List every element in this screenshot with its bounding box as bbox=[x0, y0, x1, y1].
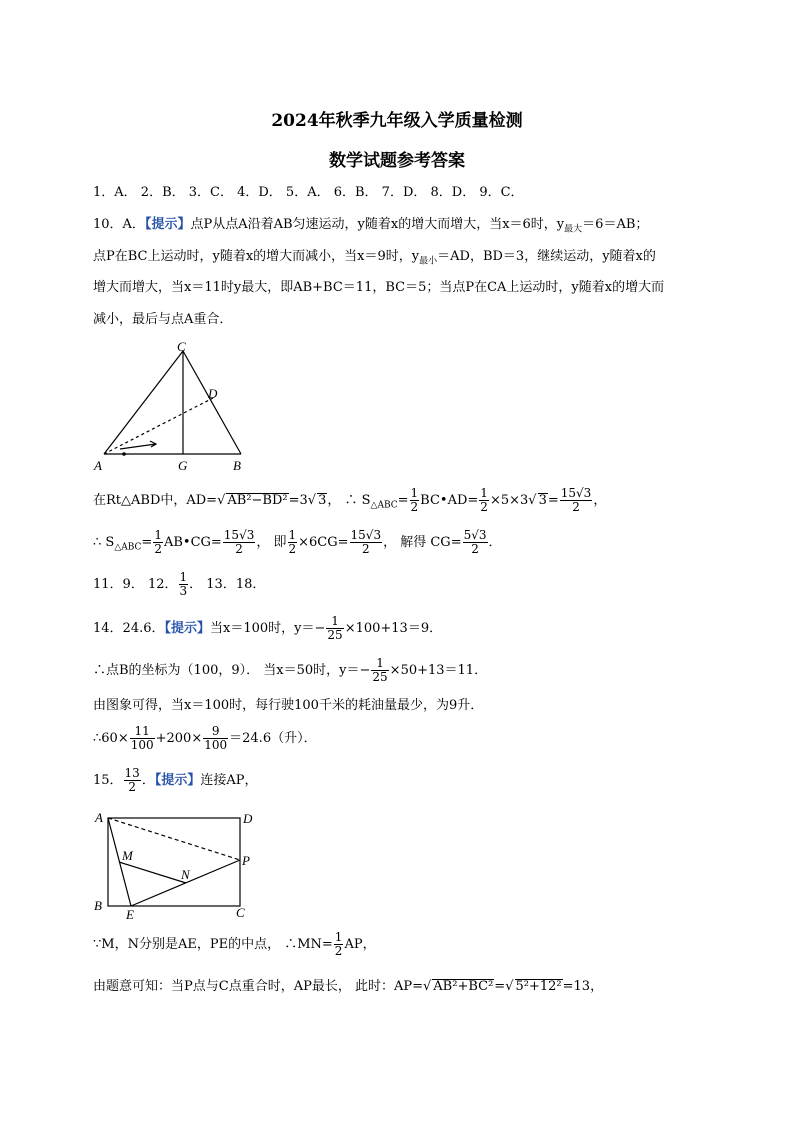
fraction: $\frac{1}{2}$ bbox=[410, 486, 419, 514]
label-n: N bbox=[181, 867, 190, 882]
q14-line-4: ∴60× $\frac{11}{100}$ +200× $\frac{9}{100}$ ＝24.6（升）． bbox=[93, 724, 317, 752]
q14-line-2: ∴点B的坐标为（100，9）． 当x＝50时，y＝− $\frac{1}{25}$ ×50+13＝11． bbox=[93, 656, 488, 684]
fraction: $\frac{11}{100}$ bbox=[130, 724, 154, 752]
segment-ad-dashed bbox=[104, 398, 213, 454]
fraction: $\frac{1}{3}$ bbox=[179, 570, 188, 598]
hint-label: 【提示】 bbox=[154, 773, 201, 788]
q14-line-3: 由图象可得，当x＝100时，每行驶100千米的耗油量最少，为9升． bbox=[93, 698, 484, 713]
fraction: $\frac{1}{2}$ bbox=[154, 528, 162, 556]
fraction: $\frac{13}{2}$ bbox=[124, 766, 140, 794]
label-d: D bbox=[243, 811, 253, 826]
rectangle-figure bbox=[88, 806, 263, 920]
label-d: D bbox=[208, 386, 218, 401]
label-p: P bbox=[242, 853, 250, 868]
label-c: C bbox=[177, 339, 186, 354]
q10-line-1: 10．A．【提示】点P从点A沿着AB匀速运动，y随着x的增大而增大，当x＝6时，$y_{最大}=6=AB$； bbox=[93, 217, 649, 235]
q10-solution-1: 在Rt△ABD中，AD=√ AB²−BD²=3√ 3， ∴ $S_{\triangle ABC}=$ $\frac{1}{2}$ BC•AD= $\frac{1}{2}$ ×5×3√ 3= $\frac{15√3}{2}$ ， bbox=[93, 486, 607, 514]
motion-arrow bbox=[120, 444, 156, 449]
fraction: $\frac{1}{2}$ bbox=[288, 528, 297, 556]
label-a: A bbox=[94, 458, 102, 473]
fraction: $\frac{1}{2}$ bbox=[334, 930, 343, 958]
fraction: $\frac{1}{25}$ bbox=[372, 656, 388, 684]
q14-line-1: 14．24.6．【提示】当x＝100时，y＝− $\frac{1}{25}$ ×100+13＝9． bbox=[93, 614, 443, 642]
label-a: A bbox=[95, 810, 103, 825]
q15-line-3: 由题意可知：当P点与C点重合时，AP最长， 此时：AP=√ AB²+BC²=√ 5²+12²=13， bbox=[93, 979, 604, 994]
fraction: $\frac{1}{2}$ bbox=[480, 486, 488, 514]
fraction: $\frac{1}{25}$ bbox=[327, 614, 343, 642]
q15-line-1: 15． $\frac{13}{2}$ ．【提示】连接AP， bbox=[93, 766, 258, 794]
hint-label: 【提示】 bbox=[144, 217, 191, 232]
segment-cb bbox=[183, 351, 241, 454]
fraction: $\frac{15√3}{2}$ bbox=[350, 528, 382, 556]
q10-line-2: 点P在BC上运动时，y随着x的增大而减小，当x＝9时，$y_{最小}=AD$，BD＝3，继续运动，y随着x的 bbox=[93, 249, 656, 267]
triangle-figure bbox=[88, 336, 263, 476]
page-title: 2024年秋季九年级入学质量检测 bbox=[271, 111, 523, 131]
point-p bbox=[122, 452, 126, 456]
q15-line-2: ∵M，N分别是AE，PE的中点， ∴MN= $\frac{1}{2}$ AP， bbox=[93, 930, 376, 958]
q10-solution-2: ∴ $S_{\triangle ABC}=$ $\frac{1}{2}$ AB•CG= $\frac{15√3}{2}$ ， 即 $\frac{1}{2}$ ×6CG= $\frac{15√3}{2}$ ， 解得 CG= $\frac{5√3}{2}$ ． bbox=[93, 528, 502, 556]
answers-11-13: 11．9． 12． $\frac{1}{3}$ ． 13．18． bbox=[93, 570, 266, 598]
q10-line-4: 减小，最后与点A重合． bbox=[93, 312, 233, 327]
label-c: C bbox=[236, 905, 245, 920]
fraction: $\frac{15√3}{2}$ bbox=[560, 486, 592, 514]
label-b: B bbox=[94, 898, 102, 913]
segment-ac bbox=[104, 351, 183, 454]
fraction: $\frac{15√3}{2}$ bbox=[223, 528, 255, 556]
segment-mn bbox=[119, 862, 186, 883]
label-e: E bbox=[126, 907, 134, 920]
hint-label: 【提示】 bbox=[164, 621, 211, 636]
fraction: $\frac{5√3}{2}$ bbox=[463, 528, 487, 556]
label-m: M bbox=[122, 848, 133, 863]
label-b: B bbox=[233, 458, 241, 473]
fraction: $\frac{9}{100}$ bbox=[204, 724, 228, 752]
label-g: G bbox=[178, 458, 188, 473]
page-subtitle: 数学试题参考答案 bbox=[329, 151, 465, 171]
q10-line-3: 增大而增大，当x＝11时y最大，即AB+BC＝11，BC＝5；当点P在CA上运动时，y随着x的增大而 bbox=[93, 280, 665, 295]
answers-1-9: 1．A． 2．B． 3．C． 4．D． 5．A． 6．B． 7．D． 8．D． 9．C． bbox=[93, 185, 524, 200]
